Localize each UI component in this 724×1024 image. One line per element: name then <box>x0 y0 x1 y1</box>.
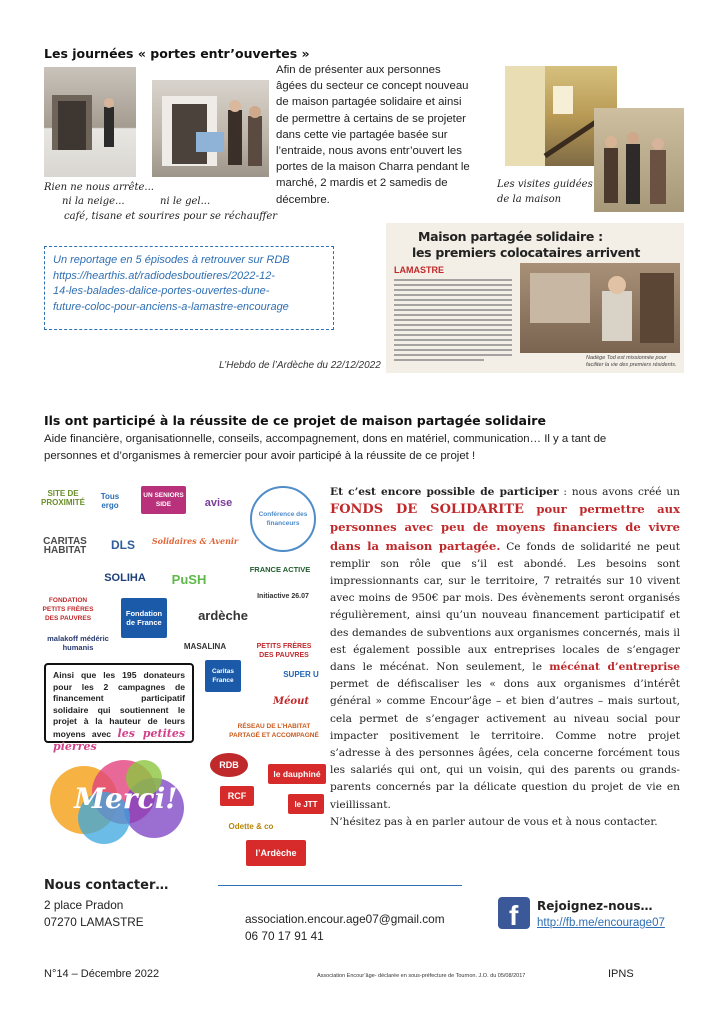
contact-phone: 06 70 17 91 41 <box>245 929 324 943</box>
participation-line-1: Aide financière, organisationnelle, conseils, accompagnement, dons en matériel, communication… Il y a tant de <box>44 433 607 445</box>
footer-ipns: IPNS <box>608 968 634 980</box>
reportage-box <box>44 246 334 330</box>
reportage-link[interactable]: future-coloc-pour-anciens-a-lamastre-encourage <box>53 300 289 313</box>
logo-rdb: RDB <box>210 753 248 777</box>
newspaper-photo-art <box>520 263 680 353</box>
facebook-link[interactable]: http://fb.me/encourage07 <box>537 917 665 929</box>
logo-jtt: le JTT <box>288 794 324 814</box>
donors-text: Ainsi que les 195 donateurs pour les 2 campagnes de financement participatif solidaire qui soutiennent le projet à la hauteur de leurs moyens avec <box>53 670 185 739</box>
fonds-body: Ce fonds de solidarité ne peut remplir son rôle que s’il est abondé. Les besoins sont impressionnants car, sur le territoire, 7 retraités sur 10 vivent avec moins de 950€ par mois. Des évènements seront organisés régulièrement, ainsi qu’un nouveau financement participatif et des demandes de subventions aux organismes concernés, mais il est également possible aux entreprises locales de s’engager dans le mécénat. Non seulement, le <box>330 540 680 674</box>
footer-issue: N°14 – Décembre 2022 <box>44 968 160 980</box>
logo-fondation-france: Fondation de France <box>121 598 167 638</box>
newspaper-photo <box>520 263 680 353</box>
logo-rcf: RCF <box>220 786 254 806</box>
logo-dauphine: le dauphiné <box>268 764 326 784</box>
logo-solidaires-avenir: Solidaires & Avenir <box>151 535 239 546</box>
merci-text: Merci! <box>74 782 178 815</box>
logo-malakoff: malakoff médéric humanis <box>47 634 109 652</box>
logo-petits-freres: PETITS FRÈRES DES PAUVRES <box>256 643 312 659</box>
logo-dls: DLS <box>111 537 135 552</box>
photo-welcome-table-art <box>152 80 269 177</box>
logo-fondation-pfp: FONDATION PETITS FRÈRES DES PAUVRES <box>42 596 94 622</box>
fonds-intro: : nous avons créé un <box>558 486 680 498</box>
intro-line: portes de la maison Charra pendant le <box>276 161 470 174</box>
fonds-closing: N’hésitez pas à en parler autour de vous et à nous contacter. <box>330 815 658 828</box>
logo-caritas-france: Caritas France <box>205 660 241 692</box>
logo-france-active: FRANCE ACTIVE <box>249 564 311 574</box>
photo-guided-visit-art <box>594 108 684 212</box>
intro-title: Les journées « portes entr’ouvertes » <box>44 46 310 61</box>
join-title: Rejoignez-nous… <box>537 899 653 913</box>
fonds-name: FONDS DE SOLIDARITE <box>330 502 524 518</box>
logo-initiactive: Initiactive 26.07 <box>257 592 309 600</box>
photo-welcome-table <box>152 80 269 177</box>
logo-ardeche: ardèche <box>198 607 248 623</box>
logo-odette: Odette & co <box>228 821 274 831</box>
fonds-lead: Et c’est encore possible de participer <box>330 486 559 498</box>
logo-meout: Méout <box>273 695 309 707</box>
newspaper-town: LAMASTRE <box>394 265 444 275</box>
contact-address-2: 07270 LAMASTRE <box>44 915 144 929</box>
contact-title: Nous contacter… <box>44 878 169 893</box>
logo-super-u: SUPER U <box>283 669 319 679</box>
reportage-title: Un reportage en 5 épisodes à retrouver sur RDB <box>53 254 290 266</box>
logo-conference-financeurs: Conférence des financeurs <box>250 486 316 552</box>
newspaper-clipping <box>386 223 684 373</box>
intro-line: dans cette vie partagée basée sur <box>276 128 448 141</box>
fonds-body-2: permet de défiscaliser les « dons aux organismes d’intérêt général » comme Encour’âge – et bien d’autres – mais surtout, cela permet de s’engager activement au niveau social pour impacter positivement le territoire. Comme notre projet s’adresse à des personnes âgées, cela concerne forcément tous les salariés qui ont, qui un voisin, qui des parents ou grands-parents concernés par la délicate question du projet de vie en vieillissant. <box>330 678 680 811</box>
intro-text <box>276 62 488 208</box>
photo-entrance-snow <box>44 67 136 177</box>
reportage-link[interactable]: 14-les-balades-dalice-portes-ouvertes-dune- <box>53 285 270 298</box>
newspaper-photo-caption: Nadège Tod est missionnée pour faciliter la vie des premiers résidents. <box>586 355 677 368</box>
logo-site-proximite: SITE DE PROXIMITÉ <box>40 489 85 507</box>
intro-line: de permettre à certains de se projeter <box>276 112 466 125</box>
intro-line: Afin de présenter aux personnes <box>276 64 441 76</box>
facebook-icon[interactable] <box>498 897 530 929</box>
newspaper-headline-2: les premiers colocataires arrivent <box>412 245 641 260</box>
contact-address-1: 2 place Pradon <box>44 898 124 912</box>
footer-legal: Association Encour’âge- déclarée en sous-préfecture de Tournon. J.O. du 05/08/2017 <box>317 973 526 979</box>
logo-caritas-habitat: CARITAS HABITAT <box>43 536 87 556</box>
participation-line-2: personnes et d’organismes à remercier pour avoir participé à la réussite de ce projet ! <box>44 450 476 462</box>
reportage-link[interactable]: https://hearthis.at/radiodesboutieres/2022-12- <box>53 269 275 282</box>
logo-push: PuSH <box>171 571 207 587</box>
intro-line: de maison partagée solidaire et ainsi <box>276 96 462 109</box>
logo-hebdo-ardeche: l’Ardèche <box>246 840 306 866</box>
logo-soliha: SOLIHA <box>104 571 146 584</box>
newspaper-credit: L’Hebdo de l’Ardèche du 22/12/2022 <box>219 360 381 371</box>
newspaper-headline-1: Maison partagée solidaire : <box>418 229 603 244</box>
contact-email[interactable]: association.encour.age07@gmail.com <box>245 912 445 926</box>
logo-seniors: UN SENIORS SIDE <box>141 486 186 514</box>
intro-line: âgées du secteur ce concept nouveau <box>276 80 469 93</box>
facebook-icon-glyph <box>498 897 530 929</box>
intro-line: décembre. <box>276 193 330 206</box>
logo-tous-ergo: Tous ergo <box>100 492 120 510</box>
fonds-mecenat: mécénat d’entreprise <box>549 661 680 674</box>
contact-divider <box>218 885 462 886</box>
caption-cafe: café, tisane et sourires pour se réchauffer <box>64 211 278 222</box>
participation-title: Ils ont participé à la réussite de ce projet de maison partagée solidaire <box>44 413 546 428</box>
newspaper-body-lines <box>394 277 514 371</box>
logo-reseau-habitat: RÉSEAU DE L’HABITAT PARTAGÉ ET ACCOMPAGNÉ <box>229 723 319 739</box>
photo-guided-visit <box>594 108 684 212</box>
fonds-text <box>330 484 680 831</box>
intro-line: l’entraide, nous avons entr’ouvert les <box>276 145 462 158</box>
merci-splash <box>44 752 194 848</box>
logo-avise: avise <box>204 496 233 509</box>
caption-neige: ni la neige... <box>62 196 125 207</box>
donors-box <box>44 663 194 753</box>
photo-entrance-snow-art <box>44 67 136 177</box>
caption-snow: Rien ne nous arrête... <box>44 182 154 193</box>
caption-gel: ni le gel... <box>160 196 211 207</box>
caption-visites: Les visites guidées <box>497 179 593 190</box>
svg-text:f: f <box>509 900 519 929</box>
caption-maison: de la maison <box>497 194 562 205</box>
logo-masalina: MASALINA <box>183 641 227 651</box>
fonds-purpose: pour permettre aux personnes avec peu de moyens financiers de vivre dans la maison partagée. <box>330 502 680 553</box>
logo-petites-pierres: les petites pierres <box>53 726 186 753</box>
intro-line: marché, 2 mardis et 2 samedis de <box>276 177 448 190</box>
